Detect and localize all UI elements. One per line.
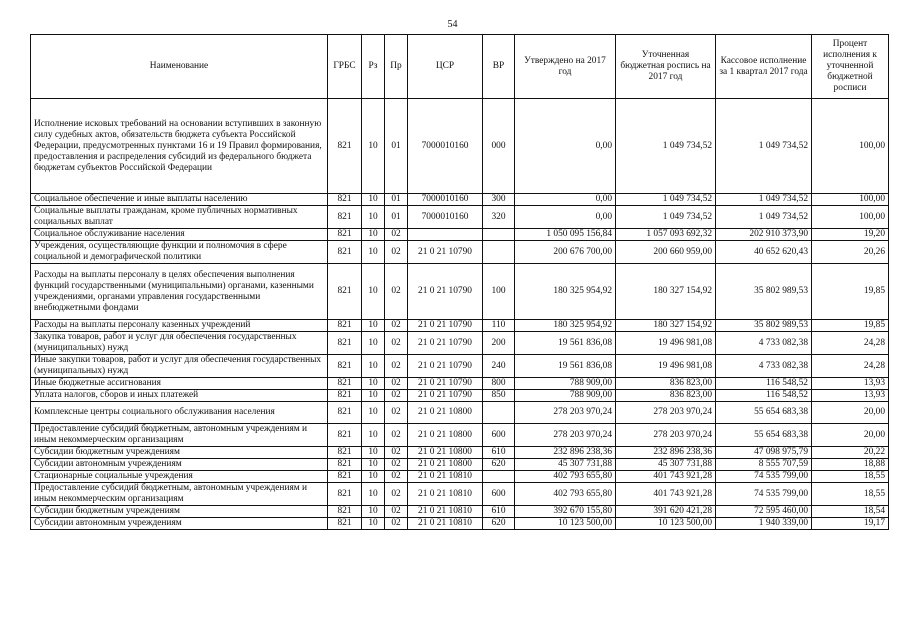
row-approved: 392 670 155,80	[515, 506, 616, 518]
row-pr: 02	[385, 241, 408, 264]
header-row	[31, 35, 889, 99]
table-row	[31, 402, 889, 424]
row-cash: 4 733 082,38	[716, 332, 812, 355]
row-grbs: 821	[328, 424, 362, 447]
row-csr: 21 0 21 10790	[408, 355, 483, 378]
row-cash: 55 654 683,38	[716, 424, 812, 447]
row-grbs: 821	[328, 518, 362, 530]
row-vr: 610	[483, 506, 515, 518]
table-row	[31, 471, 889, 483]
row-name: Социальное обслуживание населения	[31, 229, 328, 241]
row-refined: 1 049 734,52	[616, 206, 716, 229]
row-csr	[408, 229, 483, 241]
row-rz: 10	[362, 390, 385, 402]
row-rz: 10	[362, 483, 385, 506]
row-cash: 1 049 734,52	[716, 206, 812, 229]
row-grbs: 821	[328, 206, 362, 229]
table-row	[31, 378, 889, 390]
row-percent: 13,93	[812, 378, 889, 390]
row-pr: 02	[385, 459, 408, 471]
row-csr: 7000010160	[408, 99, 483, 194]
row-grbs: 821	[328, 320, 362, 332]
row-percent: 100,00	[812, 99, 889, 194]
row-grbs: 821	[328, 194, 362, 206]
header-cash: Кассовое исполнение за 1 квартал 2017 года	[716, 35, 812, 99]
row-vr: 800	[483, 378, 515, 390]
row-rz: 10	[362, 355, 385, 378]
row-name: Предоставление субсидий бюджетным, автономным учреждениям и иным некоммерческим организациям	[31, 424, 328, 447]
table-row	[31, 459, 889, 471]
row-rz: 10	[362, 320, 385, 332]
row-vr: 200	[483, 332, 515, 355]
row-cash: 116 548,52	[716, 390, 812, 402]
row-rz: 10	[362, 402, 385, 424]
row-refined: 278 203 970,24	[616, 402, 716, 424]
row-grbs: 821	[328, 332, 362, 355]
row-cash: 40 652 620,43	[716, 241, 812, 264]
row-csr: 7000010160	[408, 206, 483, 229]
row-percent: 19,85	[812, 320, 889, 332]
row-refined: 278 203 970,24	[616, 424, 716, 447]
row-csr: 21 0 21 10790	[408, 390, 483, 402]
row-grbs: 821	[328, 264, 362, 320]
row-csr: 21 0 21 10790	[408, 320, 483, 332]
row-pr: 02	[385, 332, 408, 355]
header-refined: Уточненная бюджетная роспись на 2017 год	[616, 35, 716, 99]
row-percent: 19,20	[812, 229, 889, 241]
row-vr: 600	[483, 424, 515, 447]
row-csr: 21 0 21 10790	[408, 332, 483, 355]
row-refined: 401 743 921,28	[616, 483, 716, 506]
row-pr: 02	[385, 229, 408, 241]
row-vr: 620	[483, 518, 515, 530]
row-pr: 02	[385, 355, 408, 378]
row-grbs: 821	[328, 506, 362, 518]
row-percent: 20,22	[812, 447, 889, 459]
row-percent: 20,26	[812, 241, 889, 264]
row-rz: 10	[362, 229, 385, 241]
row-percent: 18,54	[812, 506, 889, 518]
table-row	[31, 506, 889, 518]
row-vr: 620	[483, 459, 515, 471]
row-refined: 232 896 238,36	[616, 447, 716, 459]
header-grbs: ГРБС	[328, 35, 362, 99]
row-cash: 202 910 373,90	[716, 229, 812, 241]
row-cash: 8 555 707,59	[716, 459, 812, 471]
row-refined: 836 823,00	[616, 378, 716, 390]
row-name: Расходы на выплаты персоналу казенных учреждений	[31, 320, 328, 332]
row-refined: 180 327 154,92	[616, 264, 716, 320]
row-approved: 278 203 970,24	[515, 424, 616, 447]
row-cash: 1 049 734,52	[716, 99, 812, 194]
row-pr: 02	[385, 390, 408, 402]
header-csr: ЦСР	[408, 35, 483, 99]
row-cash: 47 098 975,79	[716, 447, 812, 459]
row-name: Социальное обеспечение и иные выплаты населению	[31, 194, 328, 206]
row-rz: 10	[362, 206, 385, 229]
row-pr: 02	[385, 424, 408, 447]
row-approved: 402 793 655,80	[515, 471, 616, 483]
row-percent: 100,00	[812, 194, 889, 206]
row-percent: 20,00	[812, 424, 889, 447]
row-csr: 7000010160	[408, 194, 483, 206]
row-percent: 24,28	[812, 332, 889, 355]
row-name: Иные закупки товаров, работ и услуг для обеспечения государственных (муниципальных) нужд	[31, 355, 328, 378]
row-percent: 20,00	[812, 402, 889, 424]
row-approved: 232 896 238,36	[515, 447, 616, 459]
row-vr	[483, 402, 515, 424]
row-cash: 55 654 683,38	[716, 402, 812, 424]
row-name: Субсидии автономным учреждениям	[31, 518, 328, 530]
row-refined: 836 823,00	[616, 390, 716, 402]
row-name: Субсидии бюджетным учреждениям	[31, 447, 328, 459]
row-vr: 600	[483, 483, 515, 506]
row-csr: 21 0 21 10810	[408, 518, 483, 530]
row-pr: 02	[385, 264, 408, 320]
row-approved: 180 325 954,92	[515, 320, 616, 332]
row-cash: 35 802 989,53	[716, 320, 812, 332]
row-csr: 21 0 21 10810	[408, 471, 483, 483]
row-rz: 10	[362, 332, 385, 355]
row-percent: 18,55	[812, 483, 889, 506]
row-pr: 02	[385, 378, 408, 390]
row-grbs: 821	[328, 402, 362, 424]
row-csr: 21 0 21 10790	[408, 241, 483, 264]
row-refined: 10 123 500,00	[616, 518, 716, 530]
row-refined: 45 307 731,88	[616, 459, 716, 471]
row-approved: 45 307 731,88	[515, 459, 616, 471]
table-row	[31, 332, 889, 355]
row-refined: 1 049 734,52	[616, 194, 716, 206]
row-approved: 278 203 970,24	[515, 402, 616, 424]
table-row	[31, 518, 889, 530]
row-pr: 02	[385, 506, 408, 518]
row-name: Предоставление субсидий бюджетным, автономным учреждениям и иным некоммерческим организациям	[31, 483, 328, 506]
header-approved: Утверждено на 2017 год	[515, 35, 616, 99]
row-name: Социальные выплаты гражданам, кроме публичных нормативных социальных выплат	[31, 206, 328, 229]
table-row	[31, 241, 889, 264]
table-row	[31, 483, 889, 506]
row-rz: 10	[362, 424, 385, 447]
row-name: Субсидии автономным учреждениям	[31, 459, 328, 471]
row-grbs: 821	[328, 483, 362, 506]
row-percent: 18,55	[812, 471, 889, 483]
row-cash: 116 548,52	[716, 378, 812, 390]
row-vr: 110	[483, 320, 515, 332]
header-name: Наименование	[31, 35, 328, 99]
row-csr: 21 0 21 10800	[408, 447, 483, 459]
row-pr: 01	[385, 194, 408, 206]
row-cash: 1 049 734,52	[716, 194, 812, 206]
row-percent: 100,00	[812, 206, 889, 229]
row-approved: 200 676 700,00	[515, 241, 616, 264]
table-row	[31, 320, 889, 332]
row-vr: 610	[483, 447, 515, 459]
row-name: Комплексные центры социального обслуживания населения	[31, 402, 328, 424]
row-cash: 74 535 799,00	[716, 471, 812, 483]
row-rz: 10	[362, 378, 385, 390]
row-csr: 21 0 21 10800	[408, 459, 483, 471]
row-name: Иные бюджетные ассигнования	[31, 378, 328, 390]
header-pr: Пр	[385, 35, 408, 99]
row-percent: 18,88	[812, 459, 889, 471]
row-name: Учреждения, осуществляющие функции и полномочия в сфере социальной и демографической политики	[31, 241, 328, 264]
row-pr: 01	[385, 99, 408, 194]
row-grbs: 821	[328, 99, 362, 194]
row-rz: 10	[362, 518, 385, 530]
row-approved: 788 909,00	[515, 390, 616, 402]
table-row	[31, 447, 889, 459]
row-rz: 10	[362, 471, 385, 483]
row-refined: 19 496 981,08	[616, 332, 716, 355]
row-rz: 10	[362, 447, 385, 459]
row-name: Расходы на выплаты персоналу в целях обеспечения выполнения функций государственными (муниципальными) органами, казенными учреждениями, органами управления государственными внебюджетными фондами	[31, 264, 328, 320]
row-grbs: 821	[328, 378, 362, 390]
table-row	[31, 229, 889, 241]
row-cash: 72 595 460,00	[716, 506, 812, 518]
row-rz: 10	[362, 459, 385, 471]
row-grbs: 821	[328, 447, 362, 459]
row-vr: 320	[483, 206, 515, 229]
row-name: Субсидии бюджетным учреждениям	[31, 506, 328, 518]
row-vr	[483, 229, 515, 241]
table-row	[31, 99, 889, 194]
row-csr: 21 0 21 10810	[408, 483, 483, 506]
row-cash: 74 535 799,00	[716, 483, 812, 506]
row-csr: 21 0 21 10790	[408, 378, 483, 390]
row-percent: 24,28	[812, 355, 889, 378]
row-approved: 19 561 836,08	[515, 355, 616, 378]
row-refined: 19 496 981,08	[616, 355, 716, 378]
row-rz: 10	[362, 506, 385, 518]
row-approved: 10 123 500,00	[515, 518, 616, 530]
row-cash: 4 733 082,38	[716, 355, 812, 378]
row-approved: 180 325 954,92	[515, 264, 616, 320]
row-rz: 10	[362, 99, 385, 194]
row-pr: 02	[385, 447, 408, 459]
header-percent: Процент исполнения к уточненной бюджетной росписи	[812, 35, 889, 99]
row-approved: 0,00	[515, 206, 616, 229]
row-cash: 35 802 989,53	[716, 264, 812, 320]
header-vr: ВР	[483, 35, 515, 99]
row-percent: 19,85	[812, 264, 889, 320]
table-row	[31, 390, 889, 402]
row-percent: 19,17	[812, 518, 889, 530]
table-row	[31, 264, 889, 320]
table-row	[31, 206, 889, 229]
row-pr: 02	[385, 518, 408, 530]
row-approved: 0,00	[515, 99, 616, 194]
row-refined: 1 049 734,52	[616, 99, 716, 194]
row-refined: 200 660 959,00	[616, 241, 716, 264]
row-vr: 100	[483, 264, 515, 320]
row-approved: 0,00	[515, 194, 616, 206]
row-refined: 401 743 921,28	[616, 471, 716, 483]
row-refined: 391 620 421,28	[616, 506, 716, 518]
row-name: Уплата налогов, сборов и иных платежей	[31, 390, 328, 402]
row-pr: 02	[385, 402, 408, 424]
row-approved: 788 909,00	[515, 378, 616, 390]
row-vr: 000	[483, 99, 515, 194]
row-name: Закупка товаров, работ и услуг для обеспечения государственных (муниципальных) нужд	[31, 332, 328, 355]
row-refined: 180 327 154,92	[616, 320, 716, 332]
budget-table	[30, 34, 889, 530]
page-number: 54	[447, 19, 458, 30]
row-rz: 10	[362, 264, 385, 320]
row-vr: 300	[483, 194, 515, 206]
row-cash: 1 940 339,00	[716, 518, 812, 530]
row-pr: 02	[385, 483, 408, 506]
row-vr	[483, 471, 515, 483]
row-percent: 13,93	[812, 390, 889, 402]
row-csr: 21 0 21 10800	[408, 402, 483, 424]
row-pr: 01	[385, 206, 408, 229]
row-vr	[483, 241, 515, 264]
row-approved: 19 561 836,08	[515, 332, 616, 355]
table-row	[31, 424, 889, 447]
row-grbs: 821	[328, 229, 362, 241]
row-grbs: 821	[328, 459, 362, 471]
row-name: Стационарные социальные учреждения	[31, 471, 328, 483]
row-grbs: 821	[328, 241, 362, 264]
row-refined: 1 057 093 692,32	[616, 229, 716, 241]
row-pr: 02	[385, 471, 408, 483]
row-csr: 21 0 21 10800	[408, 424, 483, 447]
row-vr: 240	[483, 355, 515, 378]
header-rz: Рз	[362, 35, 385, 99]
row-grbs: 821	[328, 390, 362, 402]
row-grbs: 821	[328, 471, 362, 483]
row-pr: 02	[385, 320, 408, 332]
row-csr: 21 0 21 10810	[408, 506, 483, 518]
row-vr: 850	[483, 390, 515, 402]
row-name: Исполнение исковых требований на основании вступивших в законную силу судебных актов, обязательств бюджета субъекта Российской Федерации, предусмотренных пунктами 16 и 19 Правил формирования, предоставления и распределения субсидий из федерального бюджета бюджетам субъектов Российской Федерации	[31, 99, 328, 194]
row-rz: 10	[362, 194, 385, 206]
table-row	[31, 194, 889, 206]
row-csr: 21 0 21 10790	[408, 264, 483, 320]
row-grbs: 821	[328, 355, 362, 378]
table-row	[31, 355, 889, 378]
row-rz: 10	[362, 241, 385, 264]
row-approved: 402 793 655,80	[515, 483, 616, 506]
row-approved: 1 050 095 156,84	[515, 229, 616, 241]
